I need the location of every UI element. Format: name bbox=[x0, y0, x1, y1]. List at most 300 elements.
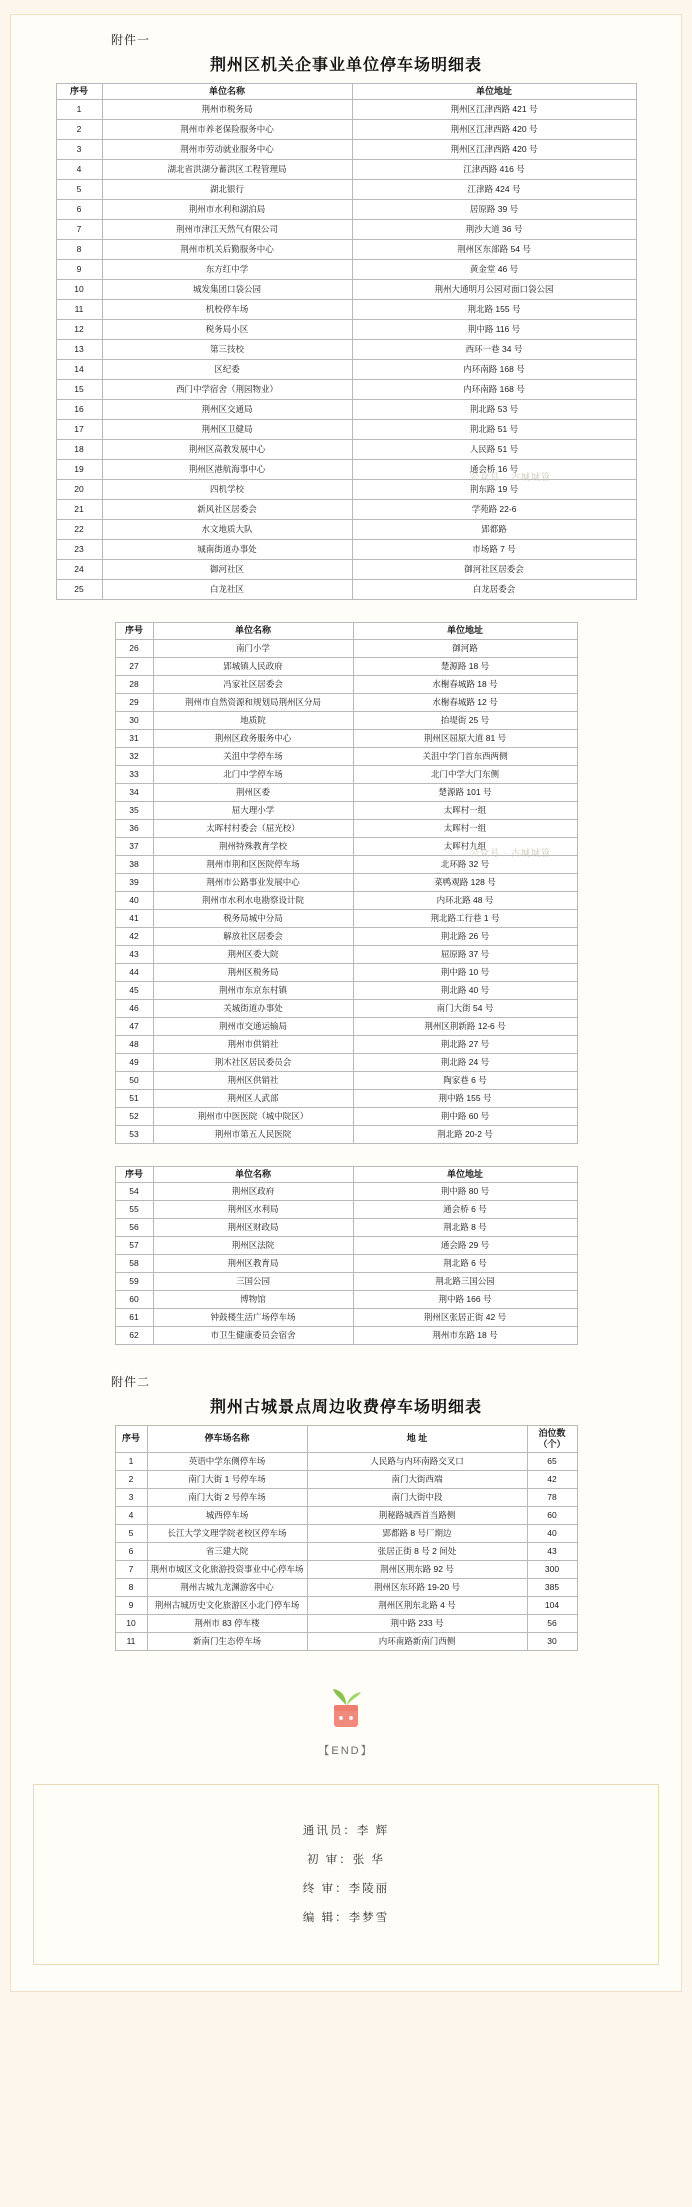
table-row bbox=[115, 1561, 577, 1579]
table-cell: 56 bbox=[527, 1615, 577, 1633]
col-header-unit-address: 单位地址 bbox=[352, 84, 636, 100]
table-cell: 荆州大通明月公园对面口袋公园 bbox=[352, 280, 636, 300]
table-cell: 11 bbox=[56, 300, 102, 320]
table-cell: 荆州区荆东路 92 号 bbox=[307, 1561, 527, 1579]
table-row bbox=[115, 999, 577, 1017]
table-units-part1 bbox=[56, 83, 637, 600]
table-cell: 荆北路 53 号 bbox=[352, 400, 636, 420]
table-cell: 19 bbox=[56, 460, 102, 480]
table-cell: 北门中学大门东侧 bbox=[353, 765, 577, 783]
table-cell: 太晖村一组 bbox=[353, 801, 577, 819]
table-row bbox=[56, 140, 636, 160]
col-header-lot-address: 地 址 bbox=[307, 1425, 527, 1453]
table-cell: 8 bbox=[115, 1579, 147, 1597]
col-header-index: 序号 bbox=[56, 84, 102, 100]
table-cell: 荆州区高教发展中心 bbox=[102, 440, 352, 460]
table-cell: 荆州市水利和湖泊局 bbox=[102, 200, 352, 220]
table-row bbox=[115, 891, 577, 909]
table-cell: 14 bbox=[56, 360, 102, 380]
table-cell: 16 bbox=[56, 400, 102, 420]
table-row bbox=[56, 380, 636, 400]
table-cell: 4 bbox=[115, 1507, 147, 1525]
table-cell: 三国公园 bbox=[153, 1272, 353, 1290]
col-header-index: 序号 bbox=[115, 1166, 153, 1182]
table-body-part2 bbox=[115, 639, 577, 1143]
table-cell: 太晖村一组 bbox=[353, 819, 577, 837]
table-cell: 黄金堂 46 号 bbox=[352, 260, 636, 280]
table-cell: 荆州市供销社 bbox=[153, 1035, 353, 1053]
table-cell: 13 bbox=[56, 340, 102, 360]
table-cell: 40 bbox=[115, 891, 153, 909]
table-row bbox=[56, 560, 636, 580]
table-cell: 22 bbox=[56, 520, 102, 540]
table-cell: 屈原路 37 号 bbox=[353, 945, 577, 963]
table-cell: 6 bbox=[115, 1543, 147, 1561]
table-cell: 张居正街 8 号 2 间处 bbox=[307, 1543, 527, 1561]
table-cell: 西环一巷 34 号 bbox=[352, 340, 636, 360]
col-header-index: 序号 bbox=[115, 623, 153, 639]
table-row bbox=[115, 873, 577, 891]
table-cell: 荆州市机关后勤服务中心 bbox=[102, 240, 352, 260]
table-cell: 65 bbox=[527, 1453, 577, 1471]
table-cell: 29 bbox=[115, 693, 153, 711]
table-header-row bbox=[115, 1425, 577, 1453]
table-cell: 荆州区荆新路 12-6 号 bbox=[353, 1017, 577, 1035]
table-cell: 南门大街 2 号停车场 bbox=[147, 1489, 307, 1507]
table-cell: 27 bbox=[115, 657, 153, 675]
table-row bbox=[56, 300, 636, 320]
table-cell: 28 bbox=[115, 675, 153, 693]
table-row bbox=[56, 520, 636, 540]
table-cell: 屈大理小学 bbox=[153, 801, 353, 819]
table-cell: 荆州区供销社 bbox=[153, 1071, 353, 1089]
table-cell: 104 bbox=[527, 1597, 577, 1615]
table-cell: 荆中路 80 号 bbox=[353, 1182, 577, 1200]
table-cell: 20 bbox=[56, 480, 102, 500]
table-cell: 48 bbox=[115, 1035, 153, 1053]
table-row bbox=[115, 711, 577, 729]
table-cell: 26 bbox=[115, 639, 153, 657]
table-cell: 通会路 29 号 bbox=[353, 1236, 577, 1254]
credit-line: 初 审：张 华 bbox=[307, 1854, 385, 1867]
table-row bbox=[115, 1615, 577, 1633]
table-cell: 33 bbox=[115, 765, 153, 783]
end-label: 【END】 bbox=[318, 1745, 374, 1758]
table-cell: 南门大街 1 号停车场 bbox=[147, 1471, 307, 1489]
table-cell: 43 bbox=[527, 1543, 577, 1561]
table-cell: 北门中学停车场 bbox=[153, 765, 353, 783]
table-cell: 1 bbox=[56, 100, 102, 120]
table-cell: 荆东路 19 号 bbox=[352, 480, 636, 500]
table-row bbox=[115, 945, 577, 963]
table-cell: 荆州区江津西路 421 号 bbox=[352, 100, 636, 120]
table-cell: 18 bbox=[56, 440, 102, 460]
table-row bbox=[115, 927, 577, 945]
table-cell: 荆州市劳动就业服务中心 bbox=[102, 140, 352, 160]
table-cell: 陶家巷 6 号 bbox=[353, 1071, 577, 1089]
table-row bbox=[56, 220, 636, 240]
table-cell: 荆北路工行巷 1 号 bbox=[353, 909, 577, 927]
table-cell: 荆北路 27 号 bbox=[353, 1035, 577, 1053]
table-cell: 荆北路 20-2 号 bbox=[353, 1125, 577, 1143]
table-cell: 通会桥 6 号 bbox=[353, 1200, 577, 1218]
table-cell: 人民路 51 号 bbox=[352, 440, 636, 460]
table-row bbox=[115, 1597, 577, 1615]
table-cell: 荆州市中医医院（城中院区） bbox=[153, 1107, 353, 1125]
page-title-2: 荆州古城景点周边收费停车场明细表 bbox=[209, 1398, 482, 1416]
table-cell: 62 bbox=[115, 1326, 153, 1344]
table-cell: 36 bbox=[115, 819, 153, 837]
table-cell: 荆沙大道 36 号 bbox=[352, 220, 636, 240]
table-cell: 44 bbox=[115, 963, 153, 981]
table-cell: 47 bbox=[115, 1017, 153, 1035]
table-header-row bbox=[115, 1166, 577, 1182]
table-cell: 荆北路三国公园 bbox=[353, 1272, 577, 1290]
table-row bbox=[115, 1308, 577, 1326]
table-cell: 荆中路 116 号 bbox=[352, 320, 636, 340]
table-cell: 荆州区税务局 bbox=[153, 963, 353, 981]
table-cell: 42 bbox=[115, 927, 153, 945]
table-cell: 关沮中学门首东西两侧 bbox=[353, 747, 577, 765]
table-cell: 英语中学东侧停车场 bbox=[147, 1453, 307, 1471]
table-cell: 6 bbox=[56, 200, 102, 220]
col-header-unit-name: 单位名称 bbox=[102, 84, 352, 100]
attachment2-label: 附件二 bbox=[111, 1374, 151, 1389]
table-cell: 10 bbox=[115, 1615, 147, 1633]
table-cell: 荆中路 233 号 bbox=[307, 1615, 527, 1633]
table-cell: 荆州区教育局 bbox=[153, 1254, 353, 1272]
table-row bbox=[56, 500, 636, 520]
table-cell: 荆中路 10 号 bbox=[353, 963, 577, 981]
table-cell: 4 bbox=[56, 160, 102, 180]
table-cell: 荆州区荆东北路 4 号 bbox=[307, 1597, 527, 1615]
document-frame bbox=[10, 14, 682, 1992]
table-cell: 54 bbox=[115, 1182, 153, 1200]
table-row bbox=[56, 180, 636, 200]
table-cell: 荆州市荆和区医院停车场 bbox=[153, 855, 353, 873]
table-cell: 60 bbox=[115, 1290, 153, 1308]
table-row bbox=[115, 909, 577, 927]
table-row bbox=[115, 801, 577, 819]
table-row bbox=[115, 693, 577, 711]
table-row bbox=[115, 1272, 577, 1290]
table-cell: 2 bbox=[56, 120, 102, 140]
table-cell: 荆北路 26 号 bbox=[353, 927, 577, 945]
table-cell: 荆州特殊教育学校 bbox=[153, 837, 353, 855]
table-row bbox=[115, 765, 577, 783]
table-row bbox=[56, 540, 636, 560]
table-cell: 新风社区居委会 bbox=[102, 500, 352, 520]
table-row bbox=[56, 420, 636, 440]
table-cell: 楚源路 18 号 bbox=[353, 657, 577, 675]
col-header-unit-name: 单位名称 bbox=[153, 1166, 353, 1182]
table-row bbox=[56, 260, 636, 280]
table-cell: 荆州区江津西路 420 号 bbox=[352, 120, 636, 140]
table-cell: 区纪委 bbox=[102, 360, 352, 380]
table-body-part1 bbox=[56, 100, 636, 600]
table-row bbox=[115, 1200, 577, 1218]
table-cell: 内环北路 48 号 bbox=[353, 891, 577, 909]
table-row bbox=[115, 1579, 577, 1597]
table-header-row bbox=[56, 84, 636, 100]
table-cell: 东方红中学 bbox=[102, 260, 352, 280]
table-row bbox=[115, 1182, 577, 1200]
table-cell: 四机学校 bbox=[102, 480, 352, 500]
table-header-row bbox=[115, 623, 577, 639]
table-row bbox=[115, 963, 577, 981]
table-cell: 53 bbox=[115, 1125, 153, 1143]
table-cell: 城发集团口袋公园 bbox=[102, 280, 352, 300]
table-cell: 荆州区卫健局 bbox=[102, 420, 352, 440]
table-cell: 南门大街中段 bbox=[307, 1489, 527, 1507]
table-cell: 32 bbox=[115, 747, 153, 765]
col-header-lot-name: 停车场名称 bbox=[147, 1425, 307, 1453]
table-cell: 9 bbox=[56, 260, 102, 280]
table-cell: 10 bbox=[56, 280, 102, 300]
plant-icon bbox=[325, 1685, 367, 1731]
table-row bbox=[115, 819, 577, 837]
table-cell: 荆州区东部路 54 号 bbox=[352, 240, 636, 260]
table-cell: 菜鸭观路 128 号 bbox=[353, 873, 577, 891]
table-cell: 太晖村九组 bbox=[353, 837, 577, 855]
table-cell: 市卫生健康委员会宿舍 bbox=[153, 1326, 353, 1344]
table-cell: 24 bbox=[56, 560, 102, 580]
table-row bbox=[115, 1089, 577, 1107]
table-row bbox=[115, 1489, 577, 1507]
table-row bbox=[56, 200, 636, 220]
table-row bbox=[115, 1507, 577, 1525]
table-cell: 45 bbox=[115, 981, 153, 999]
table-row bbox=[56, 100, 636, 120]
table-cell: 荆州古城九龙渊游客中心 bbox=[147, 1579, 307, 1597]
table-cell: 57 bbox=[115, 1236, 153, 1254]
table-cell: 荆北路 6 号 bbox=[353, 1254, 577, 1272]
table-cell: 市场路 7 号 bbox=[352, 540, 636, 560]
table-cell: 荆州市公路事业发展中心 bbox=[153, 873, 353, 891]
attachment1-label: 附件一 bbox=[111, 33, 151, 47]
table-cell: 60 bbox=[527, 1507, 577, 1525]
table-cell: 荆州市东路 18 号 bbox=[353, 1326, 577, 1344]
table-cell: 学苑路 22-6 bbox=[352, 500, 636, 520]
table-cell: 白龙居委会 bbox=[352, 580, 636, 600]
table-cell: 荆州区财政局 bbox=[153, 1218, 353, 1236]
table-cell: 荆北路 24 号 bbox=[353, 1053, 577, 1071]
table-row bbox=[115, 1017, 577, 1035]
col-header-unit-name: 单位名称 bbox=[153, 623, 353, 639]
table-row bbox=[115, 1453, 577, 1471]
credits-box bbox=[33, 1784, 659, 1965]
table-cell: 5 bbox=[115, 1525, 147, 1543]
table-cell: 新南门生态停车场 bbox=[147, 1633, 307, 1651]
table-row bbox=[56, 320, 636, 340]
table-cell: 荆州区张居正街 42 号 bbox=[353, 1308, 577, 1326]
table-cell: 荆州古城历史文化旅游区小北门停车场 bbox=[147, 1597, 307, 1615]
table-cell: 25 bbox=[56, 580, 102, 600]
table-cell: 55 bbox=[115, 1200, 153, 1218]
table-cell: 城南街道办事处 bbox=[102, 540, 352, 560]
table-cell: 通会桥 16 号 bbox=[352, 460, 636, 480]
table-cell: 39 bbox=[115, 873, 153, 891]
table-cell: 荆州区人武部 bbox=[153, 1089, 353, 1107]
table-cell: 荆州市税务局 bbox=[102, 100, 352, 120]
table-cell: 荆北路 155 号 bbox=[352, 300, 636, 320]
table-cell: 地质院 bbox=[153, 711, 353, 729]
table-cell: 荆州市水利水电勘察设计院 bbox=[153, 891, 353, 909]
table-cell: 荆州区港航海事中心 bbox=[102, 460, 352, 480]
table-cell: 荆州市自然资源和规划局荆州区分局 bbox=[153, 693, 353, 711]
table-cell: 荆中路 60 号 bbox=[353, 1107, 577, 1125]
table-cell: 3 bbox=[115, 1489, 147, 1507]
table-cell: 43 bbox=[115, 945, 153, 963]
table-parking-lots bbox=[115, 1425, 578, 1652]
credit-line: 编 辑：李梦雪 bbox=[302, 1912, 390, 1925]
table-cell: 52 bbox=[115, 1107, 153, 1125]
table-cell: 35 bbox=[115, 801, 153, 819]
table-cell: 湖北省洪湖分蓄洪区工程管理局 bbox=[102, 160, 352, 180]
table-cell: 水榭春城路 12 号 bbox=[353, 693, 577, 711]
table-cell: 南门小学 bbox=[153, 639, 353, 657]
table-cell: 荆北路 51 号 bbox=[352, 420, 636, 440]
table-cell: 省三建大院 bbox=[147, 1543, 307, 1561]
table-cell: 荆中路 166 号 bbox=[353, 1290, 577, 1308]
table-cell: 荆北路 8 号 bbox=[353, 1218, 577, 1236]
table-cell: 2 bbox=[115, 1471, 147, 1489]
table-row bbox=[115, 747, 577, 765]
table-cell: 内环南路 168 号 bbox=[352, 380, 636, 400]
table-cell: 荆州市交通运输局 bbox=[153, 1017, 353, 1035]
page-title-1: 荆州区机关企事业单位停车场明细表 bbox=[209, 57, 482, 74]
table-row bbox=[56, 120, 636, 140]
table-cell: 太晖村村委会（屈光校） bbox=[153, 819, 353, 837]
table-row bbox=[115, 675, 577, 693]
table-cell: 湖北银行 bbox=[102, 180, 352, 200]
credit-line: 通讯员：李 辉 bbox=[302, 1825, 390, 1838]
table-cell: 40 bbox=[527, 1525, 577, 1543]
table-cell: 300 bbox=[527, 1561, 577, 1579]
col-header-unit-address: 单位地址 bbox=[353, 623, 577, 639]
table-row bbox=[115, 1218, 577, 1236]
table-cell: 荆州区政务服务中心 bbox=[153, 729, 353, 747]
table-cell: 59 bbox=[115, 1272, 153, 1290]
table-cell: 博物馆 bbox=[153, 1290, 353, 1308]
credit-line: 终 审：李陵丽 bbox=[302, 1883, 390, 1896]
table-cell: 31 bbox=[115, 729, 153, 747]
table-cell: 抬堤街 25 号 bbox=[353, 711, 577, 729]
table-row bbox=[115, 1035, 577, 1053]
table-cell: 御河社区居委会 bbox=[352, 560, 636, 580]
table-cell: 385 bbox=[527, 1579, 577, 1597]
table-cell: 51 bbox=[115, 1089, 153, 1107]
table-cell: 荆州区法院 bbox=[153, 1236, 353, 1254]
table-cell: 50 bbox=[115, 1071, 153, 1089]
table-row bbox=[115, 1053, 577, 1071]
table-cell: 11 bbox=[115, 1633, 147, 1651]
table-row bbox=[115, 639, 577, 657]
table-cell: 荆州市东京东村镇 bbox=[153, 981, 353, 999]
col-header-unit-address: 单位地址 bbox=[353, 1166, 577, 1182]
table-cell: 1 bbox=[115, 1453, 147, 1471]
table-cell: 荆北路 40 号 bbox=[353, 981, 577, 999]
table-cell: 江津路 424 号 bbox=[352, 180, 636, 200]
table-cell: 内环南路新南门西侧 bbox=[307, 1633, 527, 1651]
table-row bbox=[115, 1525, 577, 1543]
table-cell: 30 bbox=[115, 711, 153, 729]
table-units-part3 bbox=[115, 1166, 578, 1345]
table-units-part2 bbox=[115, 622, 578, 1143]
table-cell: 荆州区屈原大道 81 号 bbox=[353, 729, 577, 747]
col-header-index: 序号 bbox=[115, 1425, 147, 1453]
table-cell: 税务局小区 bbox=[102, 320, 352, 340]
table-cell: 冯家社区居委会 bbox=[153, 675, 353, 693]
watermark: 公众号 · 古城城管 bbox=[470, 848, 551, 858]
table-cell: 46 bbox=[115, 999, 153, 1017]
table-cell: 3 bbox=[56, 140, 102, 160]
table-cell: 城西停车场 bbox=[147, 1507, 307, 1525]
table-row bbox=[115, 1633, 577, 1651]
table-cell: 37 bbox=[115, 837, 153, 855]
table-cell: 解放社区居委会 bbox=[153, 927, 353, 945]
table-row bbox=[56, 580, 636, 600]
table-cell: 关沮中学停车场 bbox=[153, 747, 353, 765]
table-cell: 税务局城中分局 bbox=[153, 909, 353, 927]
table-cell: 8 bbox=[56, 240, 102, 260]
table-cell: 荆州区水利局 bbox=[153, 1200, 353, 1218]
end-block bbox=[33, 1685, 659, 1758]
table-cell: 30 bbox=[527, 1633, 577, 1651]
table-row bbox=[115, 1543, 577, 1561]
table-cell: 江津西路 416 号 bbox=[352, 160, 636, 180]
table-cell: 人民路与内环南路交叉口 bbox=[307, 1453, 527, 1471]
table-cell: 楚源路 101 号 bbox=[353, 783, 577, 801]
table-cell: 钟鼓楼生活广场停车场 bbox=[153, 1308, 353, 1326]
table-cell: 北环路 32 号 bbox=[353, 855, 577, 873]
table-cell: 郢城镇人民政府 bbox=[153, 657, 353, 675]
table-cell: 水榭春城路 18 号 bbox=[353, 675, 577, 693]
table-row bbox=[115, 657, 577, 675]
table-cell: 42 bbox=[527, 1471, 577, 1489]
table-cell: 17 bbox=[56, 420, 102, 440]
table-body-part3 bbox=[115, 1182, 577, 1344]
table-cell: 9 bbox=[115, 1597, 147, 1615]
table-cell: 56 bbox=[115, 1218, 153, 1236]
table-cell: 12 bbox=[56, 320, 102, 340]
table-row bbox=[56, 440, 636, 460]
table-cell: 49 bbox=[115, 1053, 153, 1071]
table-cell: 23 bbox=[56, 540, 102, 560]
table-row bbox=[56, 240, 636, 260]
table-cell: 长江大学文理学院老校区停车场 bbox=[147, 1525, 307, 1543]
table-cell: 荆州市第五人民医院 bbox=[153, 1125, 353, 1143]
table-body-parking bbox=[115, 1453, 577, 1651]
table-cell: 21 bbox=[56, 500, 102, 520]
table-cell: 荆中路 155 号 bbox=[353, 1089, 577, 1107]
table-cell: 41 bbox=[115, 909, 153, 927]
table-cell: 荆州市津江天然气有限公司 bbox=[102, 220, 352, 240]
table-cell: 白龙社区 bbox=[102, 580, 352, 600]
table-cell: 御河社区 bbox=[102, 560, 352, 580]
table-cell: 郢都路 bbox=[352, 520, 636, 540]
col-header-lot-capacity: 泊位数（个） bbox=[527, 1425, 577, 1453]
table-cell: 荆州区江津西路 420 号 bbox=[352, 140, 636, 160]
table-row bbox=[115, 981, 577, 999]
table-row bbox=[115, 1236, 577, 1254]
table-cell: 关城街道办事处 bbox=[153, 999, 353, 1017]
table-cell: 58 bbox=[115, 1254, 153, 1272]
table-row bbox=[115, 1254, 577, 1272]
table-row bbox=[56, 280, 636, 300]
table-cell: 荆州区委大院 bbox=[153, 945, 353, 963]
table-cell: 水文地质大队 bbox=[102, 520, 352, 540]
